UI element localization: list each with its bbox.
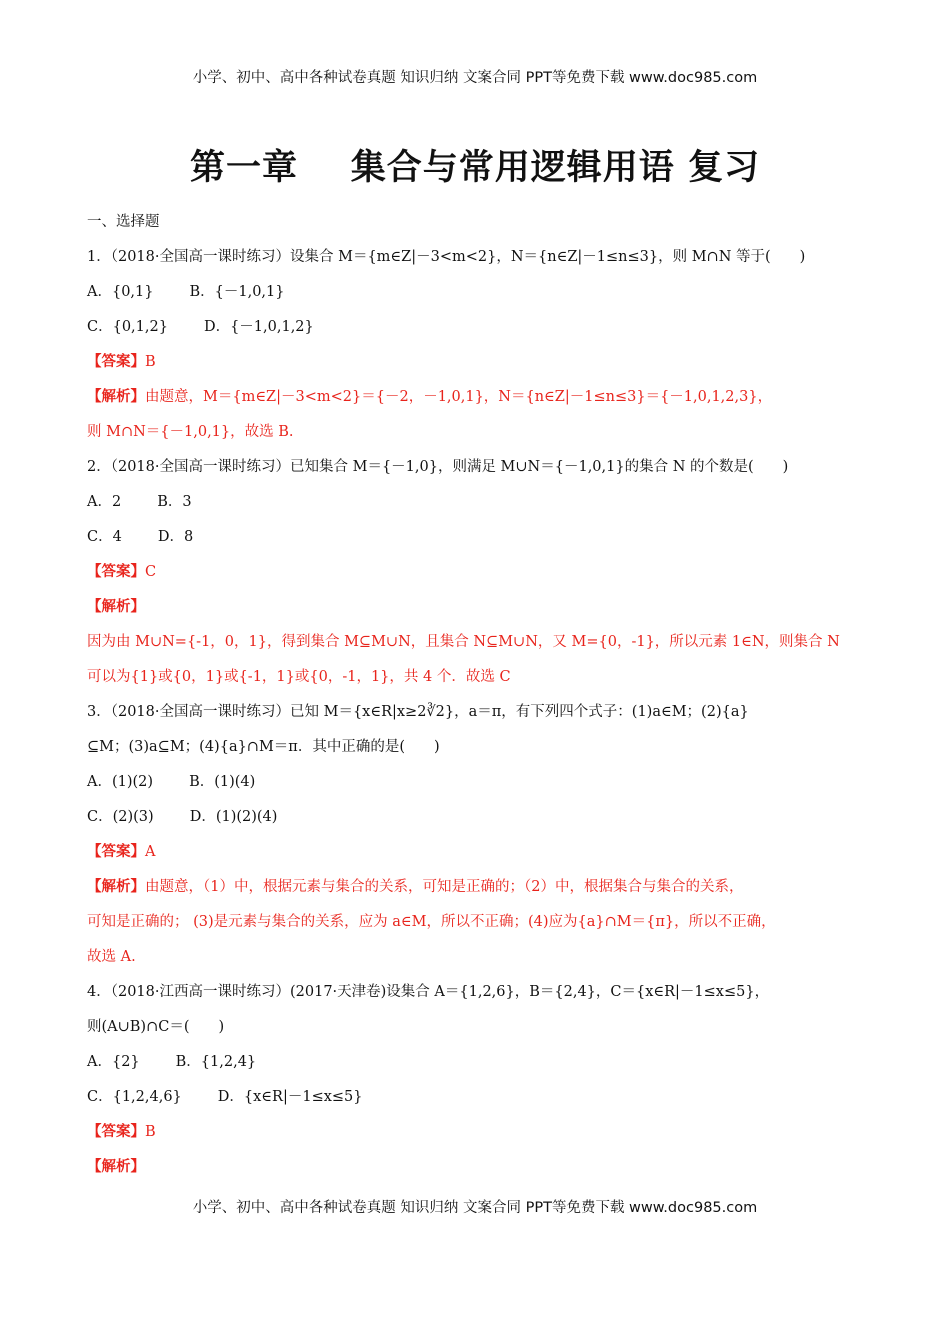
q1-options-ab [87, 278, 867, 313]
q2-option-b: B．3 [157, 494, 192, 510]
q3-stem-line-2: ⊆M；(3)a⊆M；(4){a}∩M＝π．其中正确的是( ) [87, 739, 440, 755]
q1-options-cd [87, 313, 867, 348]
q2-analysis-line-2: 可以为{1}或{0，1}或{-1，1}或{0，-1，1}，共 4 个．故选 C [87, 669, 511, 685]
q4-option-b: B．{1,2,4} [175, 1054, 257, 1070]
q2-analysis-tag: 【解析】 [87, 598, 145, 615]
q3-option-b: B．(1)(4) [189, 774, 256, 790]
q4-answer-tag: 【答案】 [87, 1123, 145, 1140]
q1-option-c: C．{0,1,2} [87, 319, 168, 335]
q4-analysis-tag: 【解析】 [87, 1158, 145, 1175]
q1-analysis-line-2: 则 M∩N＝{－1,0,1}，故选 B. [87, 424, 294, 440]
q2-analysis-line-1: 因为由 M∪N={-1，0，1}，得到集合 M⊆M∪N，且集合 N⊆M∪N，又 M={0，-1}，所以元素 1∈N，则集合 N [87, 634, 840, 650]
q2-answer [87, 558, 867, 593]
q1-option-b: B．{－1,0,1} [189, 284, 285, 300]
header-banner: 小学、初中、高中各种试卷真题 知识归纳 文案合同 PPT等免费下载 www.doc985.com [192, 70, 758, 86]
q4-option-a: A．{2} [87, 1054, 140, 1070]
q1-analysis-tag: 【解析】 [87, 388, 145, 405]
document-body [87, 208, 867, 1188]
q2-answer-tag: 【答案】 [87, 563, 145, 580]
q3-analysis-tag: 【解析】 [87, 878, 145, 895]
q1-answer [87, 348, 867, 383]
q3-option-c: C．(2)(3) [87, 809, 154, 825]
q2-options-cd [87, 523, 867, 558]
q1-stem: 1．（2018·全国高一课时练习）设集合 M＝{m∈Z|－3<m<2}，N＝{n∈Z|－1≤n≤3}，则 M∩N 等于( ) [87, 249, 806, 265]
q1-answer-tag: 【答案】 [87, 353, 145, 370]
q4-stem-line-1: 4．（2018·江西高一课时练习）(2017·天津卷)设集合 A＝{1,2,6}，B＝{2,4}，C＝{x∈R|－1≤x≤5}， [87, 984, 770, 1000]
q2-option-d: D．8 [157, 529, 194, 545]
q4-options-cd [87, 1083, 867, 1118]
footer-banner: 小学、初中、高中各种试卷真题 知识归纳 文案合同 PPT等免费下载 www.doc985.com [192, 1200, 758, 1216]
q2-options-ab [87, 488, 867, 523]
q2-option-c: C．4 [87, 529, 122, 545]
q4-option-d: D．{x∈R|－1≤x≤5} [217, 1089, 363, 1105]
q3-option-d: D．(1)(2)(4) [189, 809, 278, 825]
q1-analysis-text-1: 由题意，M＝{m∈Z|－3<m<2}＝{－2，－1,0,1}，N＝{n∈Z|－1≤n≤3}＝{－1,0,1,2,3}， [145, 389, 773, 405]
q3-options-ab [87, 768, 867, 803]
q3-answer-tag: 【答案】 [87, 843, 145, 860]
section-heading: 一、选择题 [87, 214, 160, 230]
page-title: 第一章 集合与常用逻辑用语 复习 [190, 147, 760, 188]
q2-stem: 2．（2018·全国高一课时练习）已知集合 M＝{－1,0}，则满足 M∪N＝{－1,0,1}的集合 N 的个数是( ) [87, 459, 789, 475]
q4-option-c: C．{1,2,4,6} [87, 1089, 182, 1105]
q4-stem-line-2: 则(A∪B)∩C＝( ) [87, 1019, 225, 1035]
q1-option-d: D．{－1,0,1,2} [203, 319, 314, 335]
q3-analysis-text-1: 由题意，（1）中，根据元素与集合的关系，可知是正确的；（2）中，根据集合与集合的关系， [145, 879, 744, 895]
q4-options-ab [87, 1048, 867, 1083]
q3-analysis-line-1 [87, 873, 867, 908]
q3-option-a: A．(1)(2) [87, 774, 154, 790]
q3-stem-line-1: 3．（2018·全国高一课时练习）已知 M＝{x∈R|x≥2∛2}，a＝π，有下列四个式子：(1)a∈M；(2){a} [87, 704, 749, 720]
q3-analysis-line-3: 故选 A. [87, 949, 136, 965]
q1-option-a: A．{0,1} [87, 284, 154, 300]
q1-analysis-line-1 [87, 383, 867, 418]
q1-answer-value: B [145, 354, 156, 370]
q2-answer-value: C [145, 564, 157, 580]
q3-analysis-line-2: 可知是正确的； (3)是元素与集合的关系，应为 a∈M，所以不正确；(4)应为{a}∩M＝{π}，所以不正确， [87, 914, 776, 930]
q3-answer-value: A [145, 844, 156, 860]
q3-options-cd [87, 803, 867, 838]
q4-answer-value: B [145, 1124, 156, 1140]
q4-answer [87, 1118, 867, 1153]
q2-option-a: A．2 [87, 494, 122, 510]
q3-answer [87, 838, 867, 873]
